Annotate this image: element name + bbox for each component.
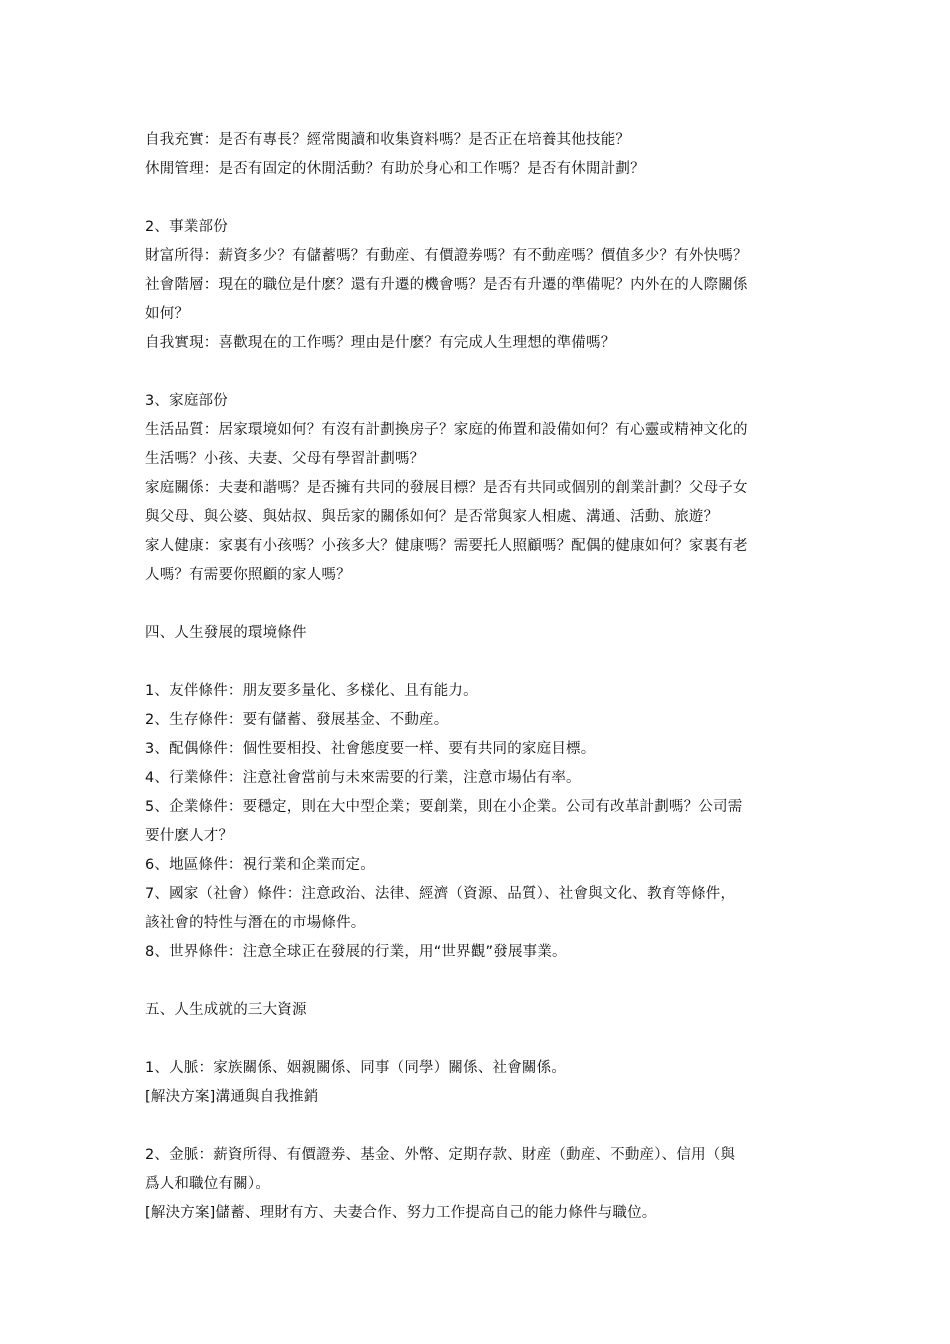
list-item: 6、地區條件：視行業和企業而定。 [145, 857, 375, 873]
section-family [145, 387, 815, 590]
text-line: 家庭關係：夫妻和諧嗎？是否擁有共同的發展目標？是否有共同或個别的創業計劃？父母子女 [145, 480, 748, 496]
chapter-heading: 四、人生發展的環境條件 [145, 625, 307, 641]
paragraph-gap [145, 1112, 815, 1141]
text-line: 社會階層：現在的職位是什麽？還有升遷的機會嗎？是否有升遷的準備呢？内外在的人際關係 [145, 277, 748, 293]
section-career [145, 213, 815, 358]
list-item: 7、國家（社會）條件：注意政治、法律、經濟（資源、品質）、社會與文化、教育等條件， [145, 886, 736, 902]
list-item: 4、行業條件：注意社會當前与未來需要的行業，注意市場佔有率。 [145, 770, 581, 786]
section-heading: 2、事業部份 [145, 219, 228, 235]
list-item: 5、企業條件：要穩定，則在大中型企業；要創業，則在小企業。公司有改革計劃嗎？公司需 [145, 799, 743, 815]
list-item: 2、金脈：薪資所得、有價證劵、基金、外幣、定期存款、財産（動産、不動産）、信用（與 [145, 1147, 736, 1163]
section-resources-heading [145, 996, 815, 1025]
paragraph-gap [145, 358, 815, 387]
chapter-heading: 五、人生成就的三大資源 [145, 1002, 307, 1018]
text-line: 與父母、與公婆、與姑叔、與岳家的關係如何？是否常與家人相處、溝通、活動、旅遊？ [145, 509, 719, 525]
resource-network [145, 1054, 815, 1112]
paragraph-gap [145, 1025, 815, 1054]
document-page [145, 126, 815, 1228]
text-line: 休閒管理：是否有固定的休閒活動？有助於身心和工作嗎？是否有休閒計劃？ [145, 161, 645, 177]
list-item-continuation: 要什麽人才？ [145, 828, 234, 844]
section-heading: 3、家庭部份 [145, 393, 228, 409]
paragraph-gap [145, 590, 815, 619]
paragraph-gap [145, 648, 815, 677]
resource-finance [145, 1141, 815, 1228]
text-line: 人嗎？有需要你照顧的家人嗎？ [145, 567, 351, 583]
solution-line: [解決方案]溝通與自我推銷 [145, 1089, 319, 1105]
list-item: 1、友伴條件：朋友要多量化、多樣化、且有能力。 [145, 683, 478, 699]
text-line: 財富所得：薪資多少？有儲蓄嗎？有動産、有價證劵嗎？有不動産嗎？價值多少？有外快嗎？ [145, 248, 748, 264]
paragraph-gap [145, 184, 815, 213]
paragraph-self-and-leisure [145, 126, 815, 184]
list-item-continuation: 爲人和職位有關）。 [145, 1176, 271, 1192]
text-line: 生活嗎？小孩、夫妻、父母有學習計劃嗎？ [145, 451, 425, 467]
list-item: 1、人脈：家族關係、姻親關係、同事（同學）關係、社會關係。 [145, 1060, 567, 1076]
text-line: 生活品質：居家環境如何？有沒有計劃換房子？家庭的佈置和設備如何？有心靈或精神文化的 [145, 422, 748, 438]
list-item: 8、世界條件：注意全球正在發展的行業，用“世界觀”發展事業。 [145, 944, 567, 960]
paragraph-gap [145, 967, 815, 996]
solution-line: [解決方案]儲蓄、理財有方、夫妻合作、努力工作提高自己的能力條件与職位。 [145, 1205, 657, 1221]
list-item: 3、配偶條件：個性要相投、社會態度要一样、要有共同的家庭目標。 [145, 741, 596, 757]
text-line: 自我充實：是否有專長？經常閱讀和收集資料嗎？是否正在培養其他技能？ [145, 132, 631, 148]
section-environment-heading [145, 619, 815, 648]
section-environment-list [145, 677, 815, 967]
text-line: 自我實現：喜歡現在的工作嗎？理由是什麽？有完成人生理想的準備嗎？ [145, 335, 616, 351]
list-item-continuation: 該社會的特性与潛在的市場條件。 [145, 915, 366, 931]
text-line: 如何？ [145, 306, 190, 322]
text-line: 家人健康：家裏有小孩嗎？小孩多大？健康嗎？需要托人照顧嗎？配偶的健康如何？家裏有老 [145, 538, 748, 554]
list-item: 2、生存條件：要有儲蓄、發展基金、不動産。 [145, 712, 449, 728]
